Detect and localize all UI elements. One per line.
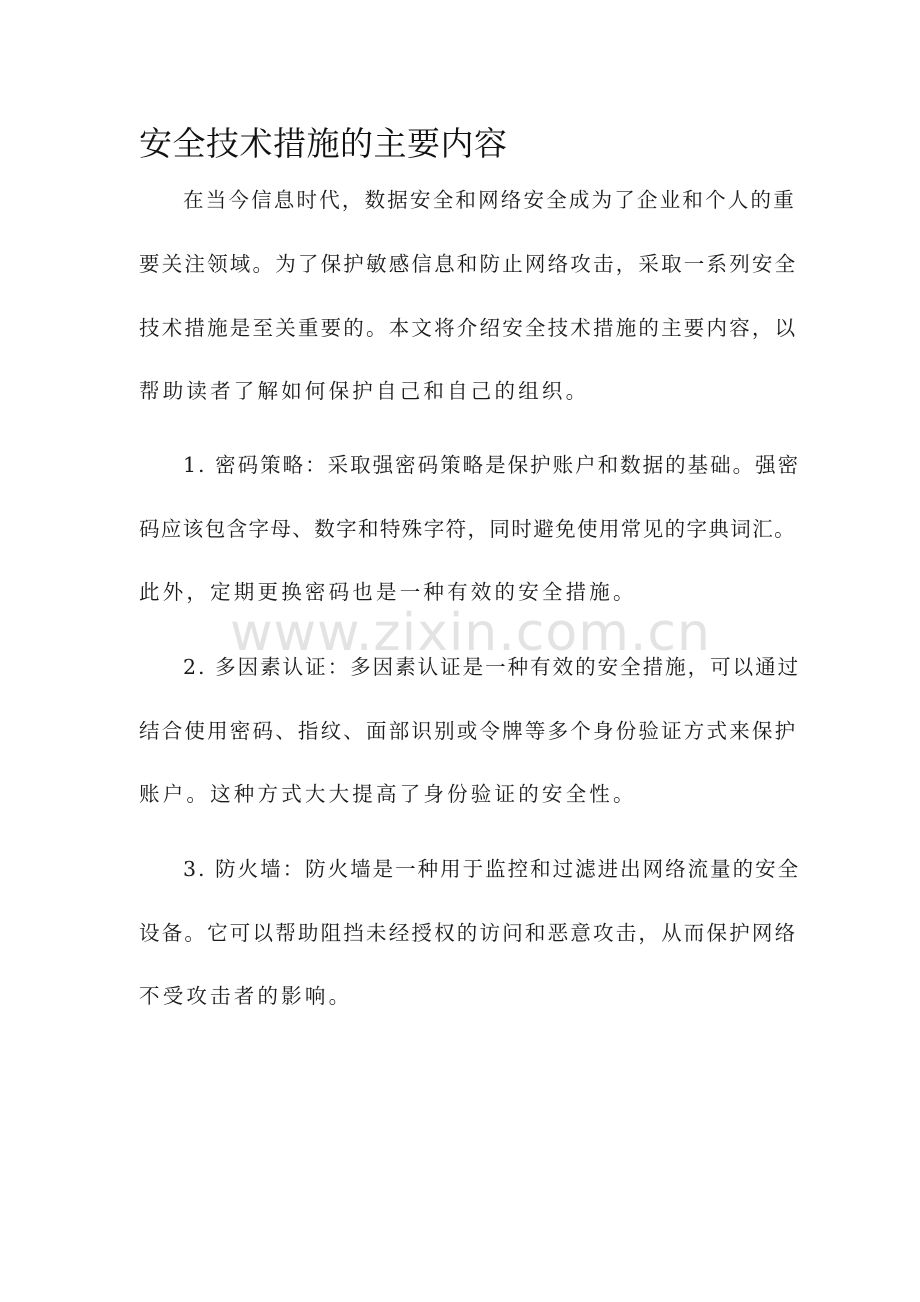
paragraph-firewall-line-2: 设备。它可以帮助阻挡未经授权的访问和恶意攻击，从而保护网络: [139, 921, 798, 945]
paragraph-password-line-2: 码应该包含字母、数字和特殊字符，同时避免使用常见的字典词汇。: [139, 517, 796, 541]
paragraph-mfa-line-3: 账户。这种方式大大提高了身份验证的安全性。: [139, 782, 637, 806]
paragraph-intro-line-1: 在当今信息时代，数据安全和网络安全成为了企业和个人的重: [183, 188, 796, 212]
paragraph-password-line-3: 此外，定期更换密码也是一种有效的安全措施。: [139, 580, 637, 604]
paragraph-intro-line-3: 技术措施是至关重要的。本文将介绍安全技术措施的主要内容，以: [139, 316, 798, 340]
paragraph-intro-line-2: 要关注领域。为了保护敏感信息和防止网络攻击，采取一系列安全: [139, 252, 798, 276]
paragraph-firewall-line-3: 不受攻击者的影响。: [139, 984, 353, 1008]
paragraph-firewall-line-1: 3. 防火墙：防火墙是一种用于监控和过滤进出网络流量的安全: [183, 857, 801, 881]
paragraph-password-line-1: 1. 密码策略：采取强密码策略是保护账户和数据的基础。强密: [183, 453, 801, 477]
page-title: 安全技术措施的主要内容: [139, 124, 508, 163]
paragraph-mfa-line-2: 结合使用密码、指纹、面部识别或令牌等多个身份验证方式来保护: [139, 719, 798, 743]
watermark-text: www.zixin.com.cn: [230, 603, 711, 663]
paragraph-intro-line-4: 帮助读者了解如何保护自己和自己的组织。: [139, 379, 590, 403]
paragraph-mfa-line-1: 2. 多因素认证：多因素认证是一种有效的安全措施，可以通过: [183, 655, 801, 679]
